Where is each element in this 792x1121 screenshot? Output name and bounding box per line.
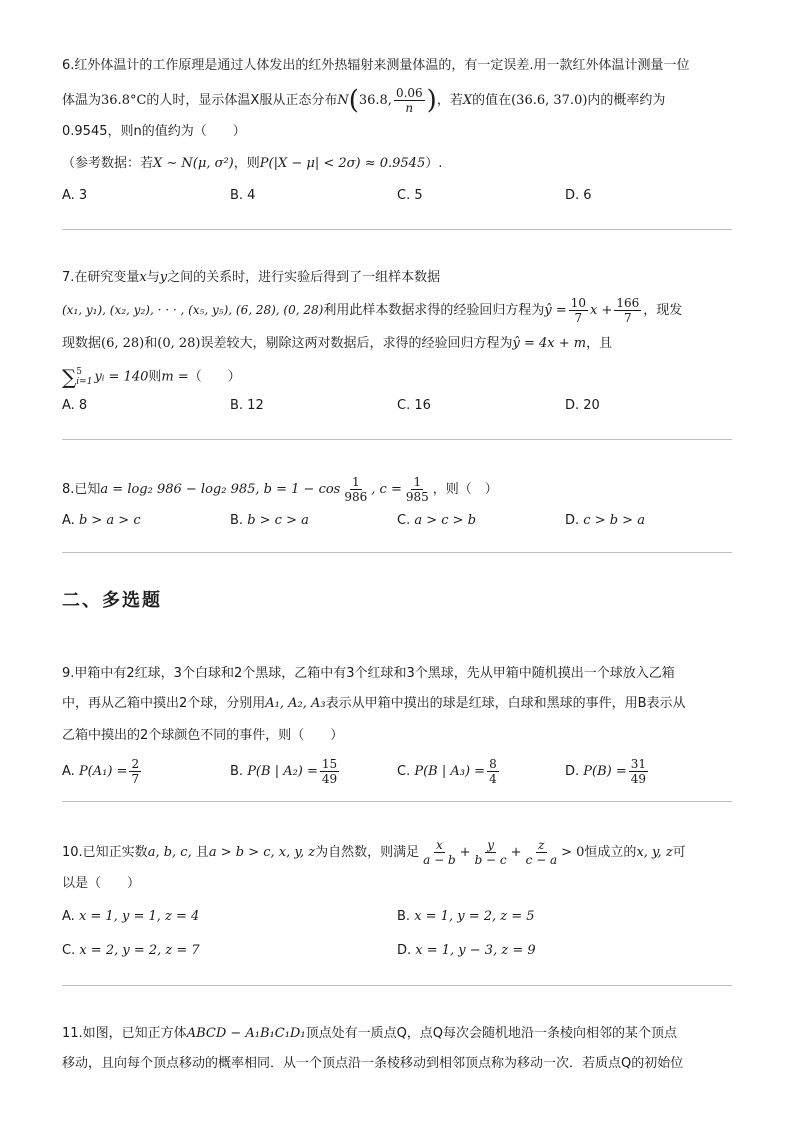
q10-option-a[interactable]	[62, 906, 199, 928]
q7-math: ŷ = 4x + m	[512, 336, 587, 351]
frac-denominator: 49	[630, 772, 647, 786]
q7-math: m =	[161, 369, 189, 385]
q10-math: a, b, c,	[147, 845, 192, 860]
q10-text: 为自然数，则满足	[315, 845, 420, 860]
q7-line3	[62, 334, 612, 354]
option-letter: A.	[62, 909, 79, 924]
option-math: a > c > b	[414, 513, 477, 528]
frac-denominator: 985	[405, 490, 429, 504]
option-letter: D.	[565, 513, 584, 528]
q10-plus: +	[510, 845, 522, 860]
q7-math: (6, 28)	[101, 336, 145, 351]
option-math: P(B) =	[583, 764, 627, 779]
q8-option-b[interactable]	[230, 510, 309, 532]
q11-text: 移动，且向每个顶点移动的概率相同．从一个顶点沿一条棱移动到相邻顶点称为移动一次．若质点Q的初始位	[62, 1056, 684, 1071]
option-math: x = 1, y = 2, z = 5	[414, 909, 535, 924]
q6-math-N: N	[337, 93, 349, 108]
q6-paren-open: (	[348, 85, 359, 116]
q7-sum-symbol: ∑	[62, 365, 77, 389]
option-letter: B.	[230, 513, 248, 528]
q11-text: 顶点处有一质点Q，点Q每次会随机地沿一条棱向相邻的某个顶点	[305, 1026, 678, 1041]
frac-numerator: x	[436, 838, 443, 852]
q7-option-c[interactable]: C. 16	[397, 398, 431, 413]
q10-fraction-1	[421, 838, 458, 867]
q7-fraction-2	[614, 296, 641, 325]
divider	[62, 552, 732, 553]
q10-fraction-2	[473, 838, 509, 867]
frac-numerator: 0.06	[395, 86, 423, 100]
option-math: P(B | A₂) =	[247, 764, 318, 779]
q7-text: （ ）	[188, 369, 241, 385]
q9-line3	[62, 726, 343, 746]
q7-option-d[interactable]: D. 20	[565, 398, 600, 413]
q6-variance-fraction	[394, 86, 425, 115]
divider	[62, 801, 732, 802]
q6-option-b[interactable]: B. 4	[230, 188, 256, 203]
q9-text: 9.甲箱中有2红球，3个白球和2个黑球，乙箱中有3个红球和3个黑球，先从甲箱中随机摸出一个球放入乙箱	[62, 666, 675, 681]
q6-text: 内的概率约为	[587, 93, 666, 108]
frac-denominator: b − c	[474, 853, 507, 867]
option-fraction	[487, 757, 499, 786]
q6-temp: 36.8°C	[101, 93, 147, 108]
q7-text: 与	[146, 270, 160, 285]
frac-numerator: 166	[616, 296, 640, 310]
frac-numerator: 1	[413, 475, 422, 489]
option-math: b > c > a	[247, 513, 309, 528]
q9-math: A₁, A₂, A₃	[265, 696, 326, 711]
q7-math: x +	[589, 303, 613, 318]
q10-option-b[interactable]	[397, 906, 535, 928]
q6-text: 的人时，显示体温X服从正态分布	[146, 93, 338, 108]
q7-math-y: y	[159, 270, 168, 285]
q6-text: 6.红外体温计的工作原理是通过人体发出的红外热辐射来测量体温的，有一定误差.用一款红外体温计测量一位	[62, 58, 690, 73]
divider	[62, 439, 732, 440]
frac-denominator: 7	[131, 772, 140, 786]
q6-line2	[62, 86, 665, 115]
q10-text: 恒成立的	[584, 845, 637, 860]
q7-math-x: x	[139, 270, 147, 285]
q7-text: 和	[144, 336, 158, 351]
q7-line4	[62, 362, 241, 393]
frac-numerator: 8	[489, 757, 497, 771]
frac-denominator: 7	[574, 311, 583, 325]
sum-upper-limit: 5	[76, 367, 83, 377]
frac-denominator: 986	[344, 490, 368, 504]
frac-numerator: z	[538, 838, 545, 852]
q6-option-d[interactable]: D. 6	[565, 188, 592, 203]
q11-line2	[62, 1054, 683, 1074]
q6-interval: (36.6, 37.0)	[511, 93, 588, 108]
q7-text: 误差较大，剔除这两对数据后，求得的经验回归方程为	[200, 336, 513, 351]
frac-numerator: 10	[570, 296, 586, 310]
option-fraction	[129, 757, 141, 786]
q8-math: , c =	[371, 482, 402, 497]
option-letter: D.	[565, 764, 584, 779]
q6-math-X: X	[462, 93, 473, 108]
divider	[62, 985, 732, 986]
option-math: x = 1, y = 1, z = 4	[78, 909, 200, 924]
q9-text: 中，再从乙箱中摸出2个球，分别用	[62, 696, 266, 711]
q10-option-d[interactable]	[397, 940, 536, 962]
q7-line1	[62, 268, 440, 288]
q8-fraction-1	[342, 475, 369, 504]
q7-math: ŷ =	[544, 303, 567, 318]
frac-denominator: c − a	[525, 853, 558, 867]
q8-text: ，则（ ）	[432, 482, 498, 497]
q10-math: a > b > c, x, y, z	[208, 845, 316, 860]
option-letter: B.	[397, 909, 415, 924]
q6-option-a[interactable]: A. 3	[62, 188, 88, 203]
q9-text: 乙箱中摸出的2个球颜色不同的事件，则（ ）	[62, 728, 344, 743]
q9-text: 表示从甲箱中摸出的球是红球，白球和黑球的事件，用B表示从	[325, 696, 686, 711]
option-math: P(B | A₃) =	[414, 764, 486, 779]
q10-math: > 0	[561, 845, 585, 860]
option-letter: A.	[62, 764, 79, 779]
q6-mu: 36.8,	[358, 93, 392, 108]
q9-option-d[interactable]	[565, 756, 650, 788]
frac-numerator: 1	[351, 475, 360, 489]
q8-option-c[interactable]	[397, 510, 476, 532]
frac-numerator: 2	[131, 757, 140, 771]
option-letter: A.	[62, 513, 79, 528]
q7-sum-limits	[76, 367, 92, 387]
q7-text: 现数据	[62, 336, 102, 351]
q7-text: ，且	[586, 336, 613, 351]
section-title: 二、多选题	[62, 590, 162, 611]
q11-line1	[62, 1024, 677, 1044]
q7-math: (0, 28)	[157, 336, 201, 351]
option-letter: C.	[397, 513, 415, 528]
option-math: P(A₁) =	[78, 764, 128, 779]
q6-math: X ∼ N(μ, σ²)	[153, 156, 234, 171]
q7-fraction-1	[569, 296, 588, 325]
q11-math: ABCD − A₁B₁C₁D₁	[186, 1026, 306, 1041]
q6-line3	[62, 122, 246, 142]
q6-text: 的值在	[472, 93, 512, 108]
q6-text: 体温为	[62, 93, 102, 108]
option-math: x = 2, y = 2, z = 7	[79, 943, 200, 958]
q6-text: ）.	[425, 156, 443, 171]
q7-option-b[interactable]: B. 12	[230, 398, 264, 413]
option-letter: B.	[230, 764, 248, 779]
q10-line1	[62, 836, 686, 870]
q8-line1	[62, 474, 498, 506]
option-math: x = 1, y − 3, z = 9	[415, 943, 536, 958]
q10-fraction-3	[524, 838, 560, 867]
frac-denominator: 4	[489, 772, 497, 786]
sum-lower-limit: i=1	[76, 377, 93, 387]
q10-text: 可	[672, 845, 686, 860]
option-fraction	[320, 757, 339, 786]
q8-option-a[interactable]	[62, 510, 141, 532]
q7-text: 则	[148, 369, 162, 385]
q8-option-d[interactable]	[565, 510, 645, 532]
frac-denominator: 49	[321, 772, 338, 786]
q9-option-a[interactable]	[62, 756, 143, 788]
q7-text: 之间的关系时，进行实验后得到了一组样本数据	[167, 270, 441, 285]
q10-text: 以是（ ）	[62, 876, 141, 891]
q7-text: ，现发	[643, 303, 683, 318]
q6-text: ，则	[233, 156, 260, 171]
q7-text: 利用此样本数据求得的经验回归方程为	[323, 303, 545, 318]
q9-line2	[62, 694, 686, 714]
q8-math: a = log₂ 986 − log₂ 985, b = 1 − cos	[100, 482, 341, 497]
q10-line2	[62, 874, 140, 894]
frac-denominator: n	[405, 101, 414, 115]
q10-text: 且	[191, 845, 209, 860]
q10-math: x, y, z	[636, 845, 673, 860]
frac-numerator: y	[487, 838, 494, 852]
q6-text: 0.9545，则n的值约为（ ）	[62, 124, 246, 139]
q7-math: yᵢ = 140	[94, 369, 149, 385]
option-letter: C.	[397, 764, 415, 779]
frac-numerator: 15	[321, 757, 338, 771]
option-letter: C.	[62, 943, 80, 958]
q7-option-a[interactable]: A. 8	[62, 398, 88, 413]
q10-text: 10.已知正实数	[62, 845, 148, 860]
q11-text: 11.如图，已知正方体	[62, 1026, 187, 1041]
q6-line1	[62, 56, 690, 76]
option-fraction	[629, 757, 648, 786]
q9-option-b[interactable]	[230, 756, 341, 788]
option-math: c > b > a	[583, 513, 645, 528]
q6-text: ，若	[436, 93, 463, 108]
q8-text: 8.已知	[62, 482, 101, 497]
q10-plus: +	[459, 845, 471, 860]
frac-denominator: a − b	[423, 853, 456, 867]
q6-reference	[62, 154, 442, 174]
q6-paren-close: )	[426, 85, 437, 116]
q6-text: （参考数据：若	[62, 156, 154, 171]
q8-fraction-2	[404, 475, 431, 504]
option-math: b > a > c	[78, 513, 141, 528]
q9-option-c[interactable]	[397, 756, 501, 788]
q10-option-c[interactable]	[62, 940, 200, 962]
frac-denominator: 7	[623, 311, 632, 325]
q7-sample-data: (x₁, y₁), (x₂, y₂), · · · , (x₅, y₅), (6, 28), (0, 28)	[62, 303, 324, 317]
frac-numerator: 31	[630, 757, 647, 771]
option-letter: D.	[397, 943, 416, 958]
divider	[62, 229, 732, 230]
q7-line2	[62, 294, 682, 327]
q7-text: 7.在研究变量	[62, 270, 140, 285]
q6-option-c[interactable]: C. 5	[397, 188, 423, 203]
q6-math: P(|X − μ| < 2σ) ≈ 0.9545	[259, 156, 426, 171]
q9-line1	[62, 664, 675, 684]
